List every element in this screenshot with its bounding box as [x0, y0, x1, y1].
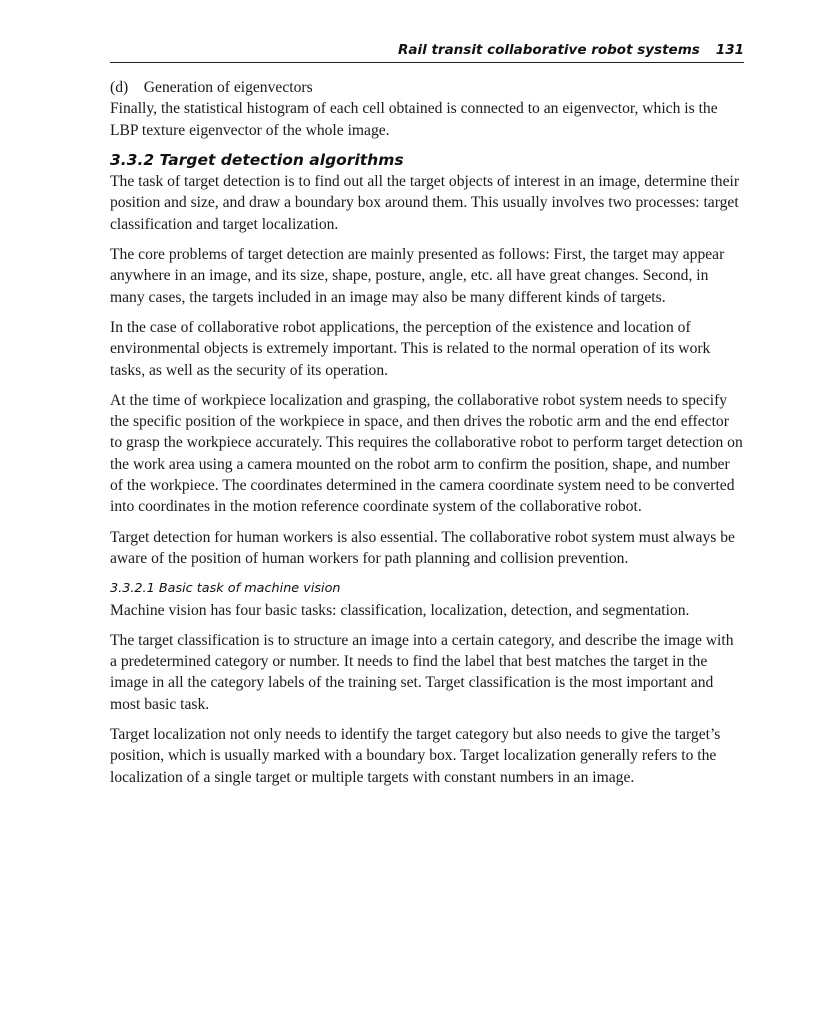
paragraph: The core problems of target detection are mainly presented as follows: First, the target may appear anywhere in an image, and its size, shape, posture, angle, etc. all have great changes. Second, in many cases, the targets included in an image may also be many different kinds of targets.: [110, 246, 725, 306]
page-body: [110, 77, 744, 797]
paragraph: Target localization not only needs to identify the target category but also needs to give the target’s position, which is usually marked with a boundary box. Target localization generally refers to the localization of a single target or multiple targets with constant numbers in an image.: [110, 726, 721, 786]
subheading-d: (d) Generation of eigenvectors: [110, 79, 313, 96]
paragraph: The target classification is to structure an image into a certain category, and describe the image with a predetermined category or number. It needs to find the label that best matches the target in the image in all the category labels of the training set. Target classification is the most important and most basic task.: [110, 631, 734, 713]
paragraph: The task of target detection is to find out all the target objects of interest in an image, determine their position and size, and draw a boundary box around them. This usually involves two processes: target classification and target localization.: [110, 173, 740, 233]
paragraph: At the time of workpiece localization and grasping, the collaborative robot system needs to specify the specific position of the workpiece in space, and then drives the robotic arm and the end effector to grasp the workpiece accurately. This requires the collaborative robot to perform target detection on the work area using a camera mounted on the robot arm to confirm the position, shape, and number of the workpiece. The coordinates determined in the camera coordinate system need to be converted into coordinates in the motion reference coordinate system of the collaborative robot.: [110, 391, 743, 516]
page-number: 131: [715, 42, 744, 58]
paragraph: In the case of collaborative robot applications, the perception of the existence and location of environmental objects is extremely important. This is related to the normal operation of its work tasks, as well as the security of its operation.: [110, 318, 711, 379]
section-heading: 3.3.2 Target detection algorithms: [110, 150, 404, 169]
running-head: [110, 40, 744, 63]
running-head-title: Rail transit collaborative robot systems: [398, 42, 700, 58]
paragraph-d: Finally, the statistical histogram of each cell obtained is connected to an eigenvector, which is the LBP texture eigenvector of the whole image.: [110, 100, 718, 139]
subsection-heading: 3.3.2.1 Basic task of machine vision: [110, 581, 341, 597]
paragraph: Machine vision has four basic tasks: classification, localization, detection, and segmentation.: [110, 601, 690, 619]
paragraph: Target detection for human workers is also essential. The collaborative robot system must always be aware of the position of human workers for path planning and collision prevention.: [110, 528, 735, 567]
